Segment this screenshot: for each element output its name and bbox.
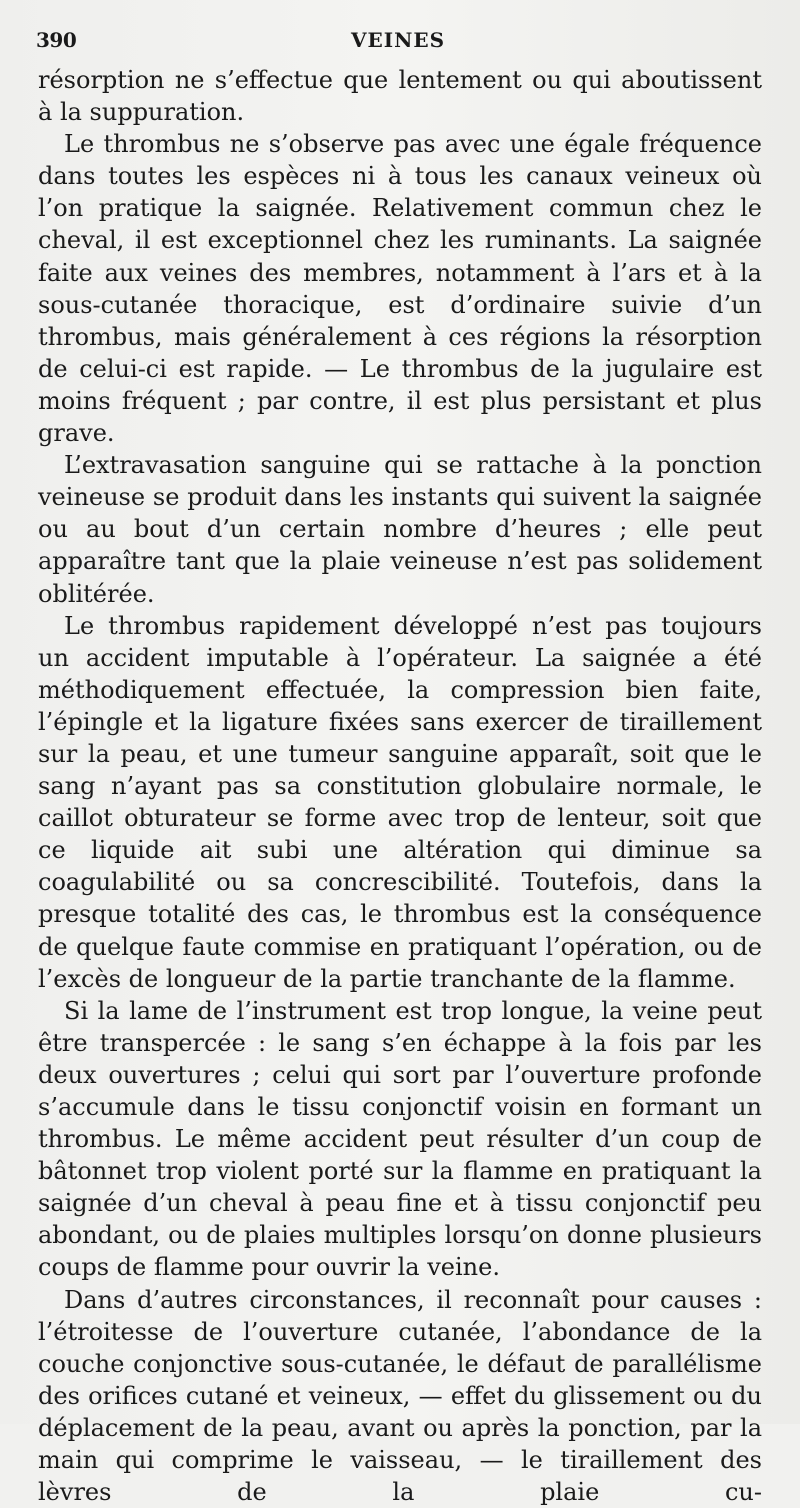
paragraph: L’extravasation sanguine qui se rattache à la ponction veineuse se produit dans les instants qui suivent la saignée ou au bout d’un certain nombre d’heures ; elle peut apparaître tant que la plaie veineuse n’est pas solidement oblitérée. bbox=[38, 451, 762, 608]
page-header bbox=[36, 28, 760, 58]
page-number: 390 bbox=[36, 28, 77, 52]
paragraph: résorption ne s’effectue que lentement ou qui aboutissent à la suppuration. bbox=[38, 66, 762, 127]
paragraph: Le thrombus ne s’observe pas avec une égale fréquence dans toutes les espèces ni à tous les canaux veineux où l’on pratique la saignée. Relativement commun chez le cheval, il est exceptionnel chez les ruminants. La saignée faite aux veines des membres, notamment à l’ars et à la sous-cutanée thoracique, est d’ordinaire suivie d’un thrombus, mais généralement à ces régions la résorption de celui-ci est rapide. — Le thrombus de la jugulaire est moins fréquent ; par contre, il est plus persistant et plus grave. bbox=[38, 130, 762, 448]
paragraph: Dans d’autres circonstances, il reconnaît pour causes : l’étroitesse de l’ouverture cutanée, l’abondance de la couche conjonctive sous-cutanée, le défaut de parallélisme des orifices cutané et veineux, — effet du glissement ou du déplacement de la peau, avant ou après la ponction, par la main qui comprime le vaisseau, — le tiraillement des lèvres de la plaie cu- bbox=[38, 1285, 762, 1507]
body-text bbox=[38, 64, 762, 1508]
paragraph: Le thrombus rapidement développé n’est pas toujours un accident imputable à l’opérateur. La saignée a été méthodiquement effectuée, la compression bien faite, l’épingle et la ligature fixées sans exercer de tiraillement sur la peau, et une tumeur sanguine apparaît, soit que le sang n’ayant pas sa constitution globulaire normale, le caillot obturateur se forme avec trop de lenteur, soit que ce liquide ait subi une altération qui diminue sa coagulabilité ou sa concrescibilité. Toutefois, dans la presque totalité des cas, le thrombus est la conséquence de quelque faute commise en pratiquant l’opération, ou de l’excès de longueur de la partie tranchante de la flamme. bbox=[38, 611, 762, 993]
running-title: VEINES bbox=[350, 28, 446, 52]
paragraph: Si la lame de l’instrument est trop longue, la veine peut être transpercée : le sang s’en échappe à la fois par les deux ouvertures ; celui qui sort par l’ouverture profonde s’accumule dans le tissu conjonctif voisin en formant un thrombus. Le même accident peut résulter d’un coup de bâtonnet trop violent porté sur la flamme en pratiquant la saignée d’un cheval à peau fine et à tissu conjonctif peu abondant, ou de plaies multiples lorsqu’on donne plusieurs coups de flamme pour ouvrir la veine. bbox=[38, 996, 762, 1282]
